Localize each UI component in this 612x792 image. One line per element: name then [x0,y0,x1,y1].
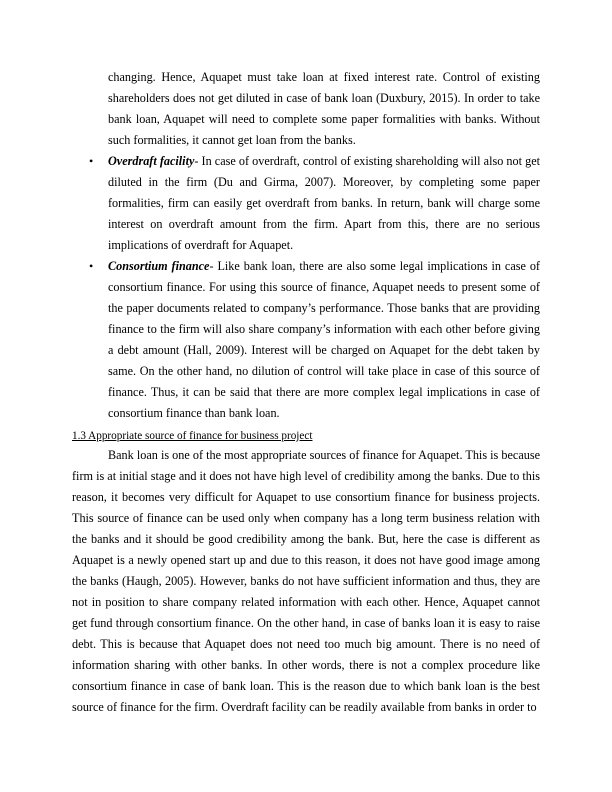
bullet-text: - In case of overdraft, control of existing shareholding will also not get diluted in the firm (Du and Girma, 2007). Moreover, by completing some paper formalities, firm can easily get overdraft from banks. In return, bank will charge some interest on overdraft amount from the firm. Apart from this, there are no serious implications of overdraft for Aquapet. [108,154,540,252]
continuation-paragraph: changing. Hence, Aquapet must take loan at fixed interest rate. Control of existing shareholders does not get diluted in case of bank loan (Duxbury, 2015). In order to take bank loan, Aquapet will need to complete some paper formalities with banks. Without such formalities, it cannot get loan from the banks. [108,70,540,147]
bullet-item-overdraft-facility [89,151,540,256]
bullet-item-consortium-finance [89,256,540,424]
bullet-icon: • [89,154,94,168]
bullet-title: Consortium finance [108,259,210,273]
section-paragraph: Bank loan is one of the most appropriate sources of finance for Aquapet. This is because firm is at initial stage and it does not have high level of credibility among the banks. Due to this reason, it becomes very difficult for Aquapet to use consortium finance for business projects. This source of finance can be used only when company has a long term business relation with the banks and it should be good credibility among the bank. But, here the case is different as Aquapet is a newly opened start up and due to this reason, it does not have good image among the banks (Haugh, 2005). However, banks do not have sufficient information and thus, they are not in position to share company related information with each other. Hence, Aquapet cannot get fund through consortium finance. On the other hand, in case of banks loan it is easy to raise debt. This is because that Aquapet does not need too much big amount. There is no need of information sharing with other banks. In other words, there is not a complex procedure like consortium finance in case of bank loan. This is the reason due to which bank loan is the best source of finance for the firm. Overdraft facility can be readily available from banks in order to [72,448,540,714]
bullet-title: Overdraft facility [108,154,195,168]
bullet-text: - Like bank loan, there are also some legal implications in case of consortium finance. For using this source of finance, Aquapet needs to present some of the paper documents related to company’s performance. Those banks that are providing finance to the firm will also share company’s information with each other before giving a debt amount (Hall, 2009). Interest will be charged on Aquapet for the debt taken by same. On the other hand, no dilution of control will take place in case of this source of finance. Thus, it can be said that there are more complex legal implications in case of consortium finance than bank loan. [108,259,540,420]
section-heading [72,428,472,444]
bullet-icon: • [89,259,94,273]
section-heading-text: 1.3 Appropriate source of finance for business project [72,430,313,442]
